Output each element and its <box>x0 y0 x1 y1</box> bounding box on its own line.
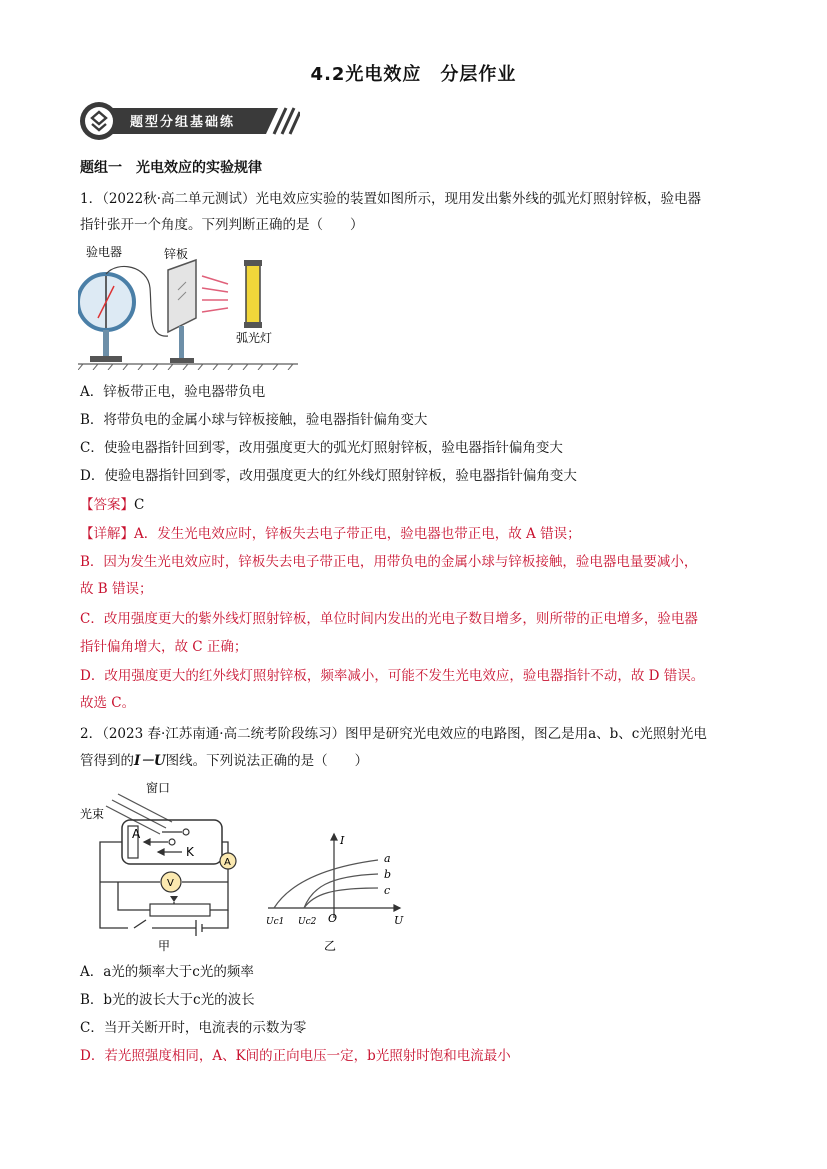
q1-detail-line5: 指针偏角增大，故 C 正确； <box>80 639 248 655</box>
rheostat-icon <box>150 904 210 916</box>
page-title: 4.2光电效应 分层作业 <box>310 64 517 85</box>
label-voltmeter: V <box>167 878 174 889</box>
label-jia: 甲 <box>158 939 171 953</box>
origin-label: O <box>328 912 338 925</box>
q2-option-d: D．若光照强度相同，A、K间的正向电压一定，b光照射时饱和电流最小 <box>80 1048 511 1064</box>
q1-detail-line1 <box>80 524 581 544</box>
q2-stem-iu: I－U <box>134 753 166 769</box>
curve-label-a: a <box>384 852 391 865</box>
answer-label: 【答案】 <box>80 497 134 513</box>
q2-option-c: C．当开关断开时，电流表的示数为零 <box>80 1020 307 1036</box>
label-Uc1: Uc1 <box>266 917 285 927</box>
detail-text: A．发生光电效应时，锌板失去电子带正电，验电器也带正电，故 A 错误； <box>134 526 581 542</box>
label-lamp: 弧光灯 <box>236 331 273 345</box>
label-Uc2: Uc2 <box>298 917 317 927</box>
arc-lamp-icon <box>246 262 260 326</box>
q1-detail-line4: C．改用强度更大的紫外线灯照射锌板，单位时间内发出的光电子数目增多，则所带的正电增多，验电器 <box>80 611 698 627</box>
axis-label-U: U <box>394 914 404 927</box>
q2-stem-line2 <box>80 751 368 771</box>
label-A: A <box>132 827 141 841</box>
label-zinc: 锌板 <box>164 247 189 261</box>
uv-rays-icon <box>202 276 228 312</box>
q1-detail-line6: D．改用强度更大的红外线灯照射锌板，频率减小，可能不发生光电效应，验电器指针不动，故 D 错误。 <box>80 668 705 684</box>
curve-label-b: b <box>384 868 392 881</box>
label-beam: 光束 <box>80 807 105 821</box>
q2-stem-pre: 管得到的 <box>80 753 134 769</box>
q1-answer <box>80 495 144 515</box>
q1-detail-line2: B．因为发生光电效应时，锌板失去电子带正电，用带负电的金属小球与锌板接触，验电器电量要减小， <box>80 554 698 570</box>
label-window: 窗口 <box>146 781 171 795</box>
detail-label: 【详解】 <box>80 526 134 542</box>
section-banner <box>78 100 300 142</box>
banner-label: 题型分组基础练 <box>130 115 236 130</box>
axis-label-I: I <box>340 834 345 847</box>
label-ammeter: A <box>224 857 231 868</box>
label-yi: 乙 <box>324 939 337 953</box>
q2-stem-line1: 2．（2023 春·江苏南通·高二统考阶段练习）图甲是研究光电效应的电路图，图乙是用a、b、c光照射光电 <box>80 726 707 742</box>
q2-stem-post: 图线。下列说法正确的是（ ） <box>165 753 369 769</box>
q1-option-a: A．锌板带正电，验电器带负电 <box>80 384 266 400</box>
q1-option-b: B．将带负电的金属小球与锌板接触，验电器指针偏角变大 <box>80 412 428 428</box>
q1-figure <box>78 240 298 370</box>
label-electroscope: 验电器 <box>86 245 123 259</box>
section-heading: 题组一 光电效应的实验规律 <box>80 160 262 176</box>
q1-stem-line1: 1．（2022秋·高二单元测试）光电效应实验的装置如图所示，现用发出紫外线的弧光灯照射锌板，验电器 <box>80 191 701 207</box>
q1-option-d: D．使验电器指针回到零，改用强度更大的红外线灯照射锌板，验电器指针偏角变大 <box>80 468 577 484</box>
q1-detail-line3: 故 B 错误； <box>80 581 153 597</box>
q1-option-c: C．使验电器指针回到零，改用强度更大的弧光灯照射锌板，验电器指针偏角变大 <box>80 440 563 456</box>
q1-detail-line7: 故选 C。 <box>80 695 136 711</box>
curve-label-c: c <box>384 884 391 897</box>
q2-figure <box>78 776 408 956</box>
q2-option-a: A．a光的频率大于c光的频率 <box>80 964 254 980</box>
banner-graphic <box>78 100 300 142</box>
label-K: K <box>186 845 194 859</box>
answer-value: C <box>134 497 145 513</box>
q2-option-b: B．b光的波长大于c光的波长 <box>80 992 255 1008</box>
iu-graph <box>268 834 400 918</box>
q1-stem-line2: 指针张开一个角度。下列判断正确的是（ ） <box>80 217 364 233</box>
